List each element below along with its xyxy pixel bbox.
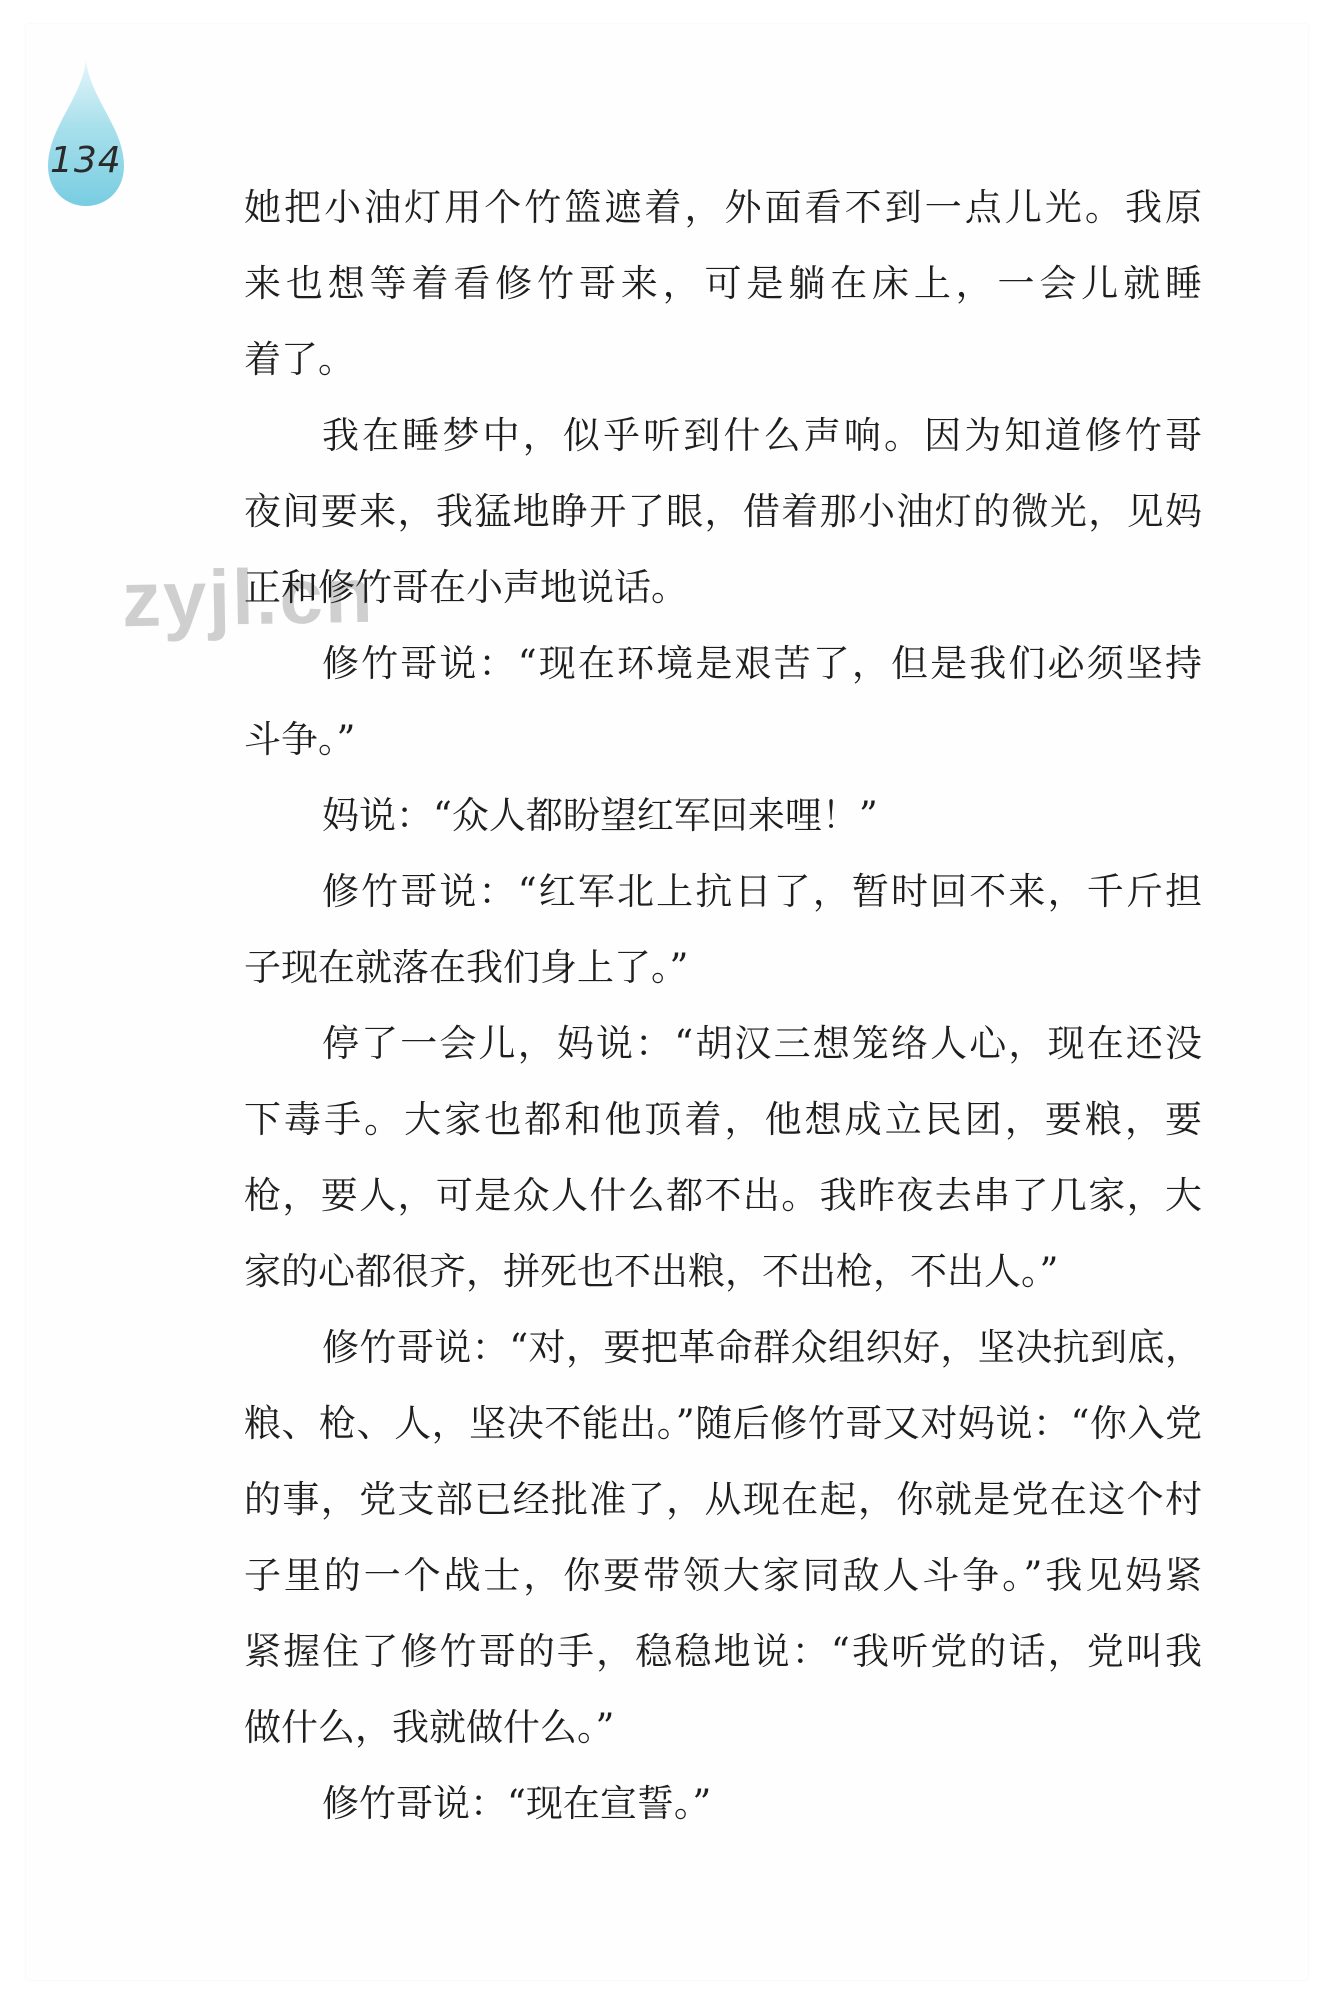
text-line: 做什么，我就做什么。”: [244, 1706, 615, 1749]
text-line: 粮、枪、人，坚决不能出。”随后修竹哥又对妈说：“你入党: [244, 1402, 1202, 1445]
page-number: 134: [50, 140, 122, 181]
text-line: 正和修竹哥在小声地说话。: [244, 566, 688, 609]
text-line: 子现在就落在我们身上了。”: [244, 946, 689, 989]
text-line: 她把小油灯用个竹篮遮着，外面看不到一点儿光。我原: [244, 186, 1202, 229]
text-line: 子里的一个战士，你要带领大家同敌人斗争。”我见妈紧: [244, 1554, 1202, 1597]
text-line: 妈说：“众人都盼望红军回来哩！”: [322, 794, 878, 837]
book-page: [26, 24, 1308, 1980]
text-line: 斗争。”: [244, 718, 356, 761]
text-line: 修竹哥说：“现在环境是艰苦了，但是我们必须坚持: [322, 642, 1202, 685]
text-line: 停了一会儿，妈说：“胡汉三想笼络人心，现在还没: [322, 1022, 1202, 1065]
text-line: 修竹哥说：“对，要把革命群众组织好，坚决抗到底，: [322, 1326, 1202, 1369]
water-drop-icon: [46, 58, 126, 208]
text-line: 的事，党支部已经批准了，从现在起，你就是党在这个村: [244, 1478, 1202, 1521]
text-line: 枪，要人，可是众人什么都不出。我昨夜去串了几家，大: [244, 1174, 1202, 1217]
text-line: 紧握住了修竹哥的手，稳稳地说：“我听党的话，党叫我: [244, 1630, 1202, 1673]
text-line: 下毒手。大家也都和他顶着，他想成立民团，要粮，要: [244, 1098, 1202, 1141]
watermark: zyjl.cn: [121, 550, 376, 644]
text-line: 我在睡梦中，似乎听到什么声响。因为知道修竹哥: [322, 414, 1202, 457]
text-line: 夜间要来，我猛地睁开了眼，借着那小油灯的微光，见妈: [244, 490, 1202, 533]
text-line: 修竹哥说：“现在宣誓。”: [322, 1782, 712, 1825]
text-line: 修竹哥说：“红军北上抗日了，暂时回不来，千斤担: [322, 870, 1202, 913]
text-line: 着了。: [244, 338, 355, 381]
text-line: 来也想等着看修竹哥来，可是躺在床上，一会儿就睡: [244, 262, 1202, 305]
text-line: 家的心都很齐，拼死也不出粮，不出枪，不出人。”: [244, 1250, 1059, 1293]
